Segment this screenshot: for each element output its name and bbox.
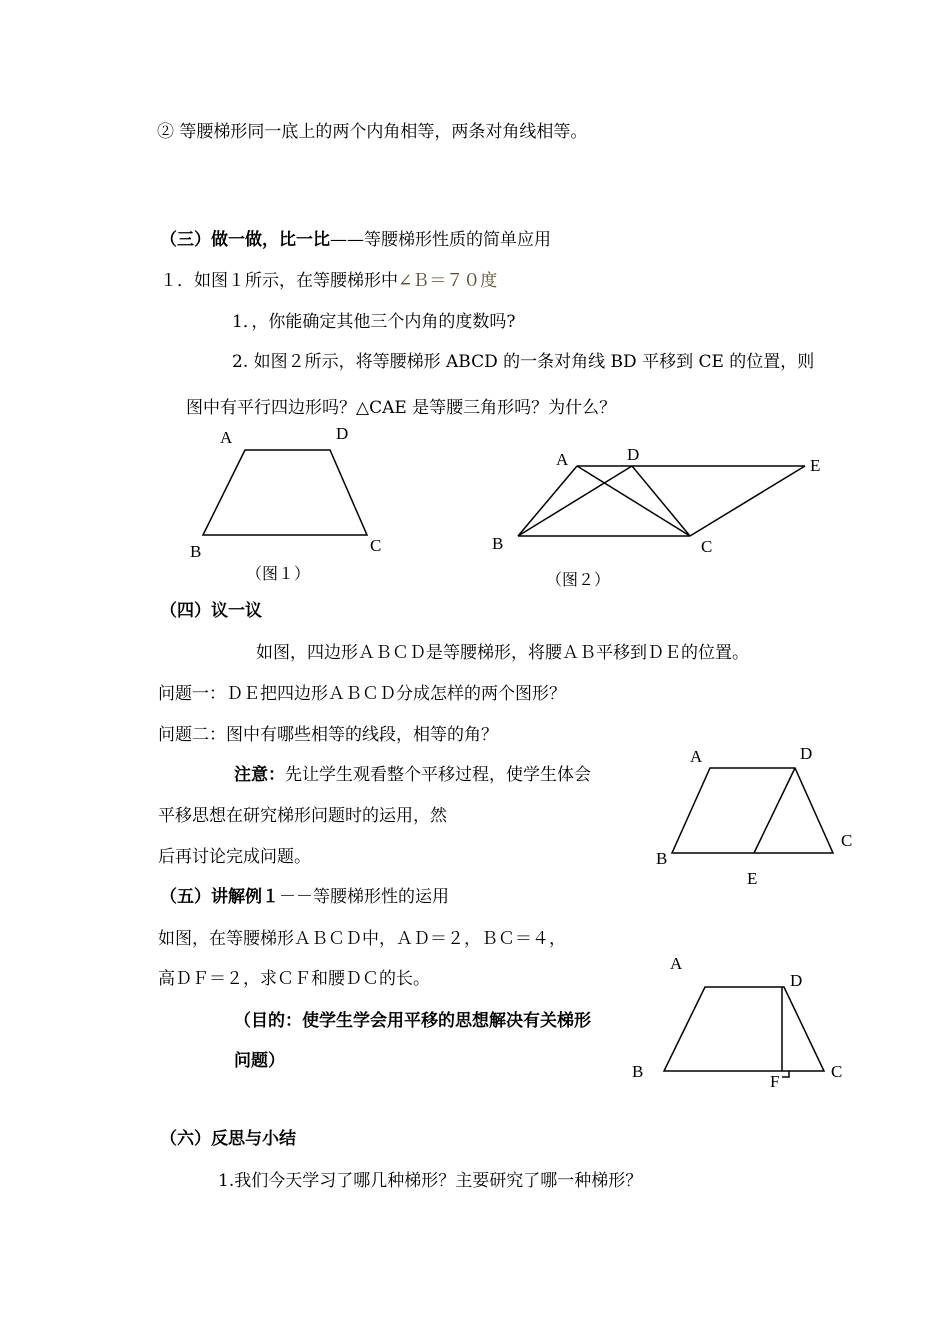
question-1-part-2: 2. 如图２所示，将等腰梯形 ABCD 的一条对角线 BD 平移到 CE 的位置，则 [232, 352, 815, 372]
section-4-question-1: 问题一：ＤＥ把四边形ＡＢＣＤ分成怎样的两个图形？ [158, 684, 566, 704]
figure-4-right-angle-mark [782, 1071, 789, 1077]
section-3-subtitle: ——等腰梯形性质的简单应用 [330, 230, 551, 250]
figure-2-line-AC [577, 466, 690, 536]
figure-2-caption: （图２） [546, 570, 611, 589]
question-1-part-1: 1．，你能确定其他三个内角的度数吗? [232, 312, 516, 332]
figure-4-trapezoid [664, 987, 824, 1071]
section-6-item-1: 1.我们今天学习了哪几种梯形？主要研究了哪一种梯形？ [218, 1171, 643, 1191]
figure-3-line-DE [754, 768, 795, 853]
figure-3-label-E: E [747, 869, 758, 888]
section-5-subtitle: －－等腰梯形性的运用 [279, 887, 449, 907]
section-4-question-2: 问题二：图中有哪些相等的线段，相等的角？ [158, 725, 498, 745]
section-5-problem-line-2: 高ＤＦ＝２，求ＣＦ和腰ＤＣ的长。 [158, 969, 430, 989]
section-5-aim-line-1: （目的：使学生学会用平移的思想解决有关梯形 [234, 1011, 591, 1031]
figure-4-label-D: D [790, 971, 803, 990]
figure-2-label-A: A [556, 450, 569, 469]
figure-1-label-A: A [220, 428, 233, 447]
section-5-title: （五）讲解例１ [160, 887, 279, 907]
figure-2-label-C: C [701, 537, 713, 556]
figure-4-label-A: A [670, 954, 683, 973]
question-1-angle: ∠Ｂ＝７０度 [398, 271, 498, 291]
figure-1-caption: （图１） [246, 564, 311, 583]
figure-2-line-BD [518, 466, 632, 536]
section-4-paragraph: 如图，四边形ＡＢＣＤ是等腰梯形，将腰ＡＢ平移到ＤＥ的位置。 [256, 643, 749, 663]
figure-3-label-D: D [800, 744, 813, 763]
note-text: 先让学生观看整个平移过程，使学生体会 [285, 765, 591, 785]
section-6-title: （六）反思与小结 [160, 1129, 296, 1149]
figure-2-label-B: B [492, 534, 504, 553]
figure-3-label-A: A [690, 747, 703, 766]
figure-4-label-C: C [831, 1062, 843, 1081]
section-3-title: （三）做一做，比一比 [160, 230, 330, 250]
figure-3-label-B: B [656, 849, 668, 868]
figure-2-label-D: D [627, 445, 640, 464]
question-1-text: １．如图１所示，在等腰梯形中 [160, 271, 398, 291]
figure-1-label-B: B [190, 542, 202, 561]
figure-3-trapezoid [672, 768, 833, 853]
figure-2-line-CE [690, 466, 805, 536]
figure-2-line-AB [518, 466, 577, 536]
figure-2-line-DC [632, 466, 690, 536]
figure-1-trapezoid [203, 450, 367, 535]
figure-2-label-E: E [810, 456, 821, 475]
section-5-aim-line-2: 问题） [234, 1051, 285, 1071]
section-5-problem-line-1: 如图，在等腰梯形ＡＢＣＤ中，ＡＤ＝２，ＢＣ＝４， [158, 929, 566, 949]
question-1-part-2-cont: 图中有平行四边形吗？△CAE 是等腰三角形吗？为什么？ [186, 398, 617, 418]
note-label: 注意： [234, 765, 285, 785]
property-line: ② 等腰梯形同一底上的两个内角相等，两条对角线相等。 [157, 122, 588, 142]
note-line-3: 后再讨论完成问题。 [158, 847, 311, 867]
note-line-2: 平移思想在研究梯形问题时的运用，然 [158, 806, 447, 826]
figure-4-label-F: F [770, 1072, 780, 1091]
figure-1-label-C: C [370, 536, 382, 555]
figure-3-label-C: C [841, 831, 853, 850]
figure-4-label-B: B [632, 1062, 644, 1081]
section-4-title: （四）议一议 [160, 601, 262, 621]
figure-1-label-D: D [336, 424, 349, 443]
